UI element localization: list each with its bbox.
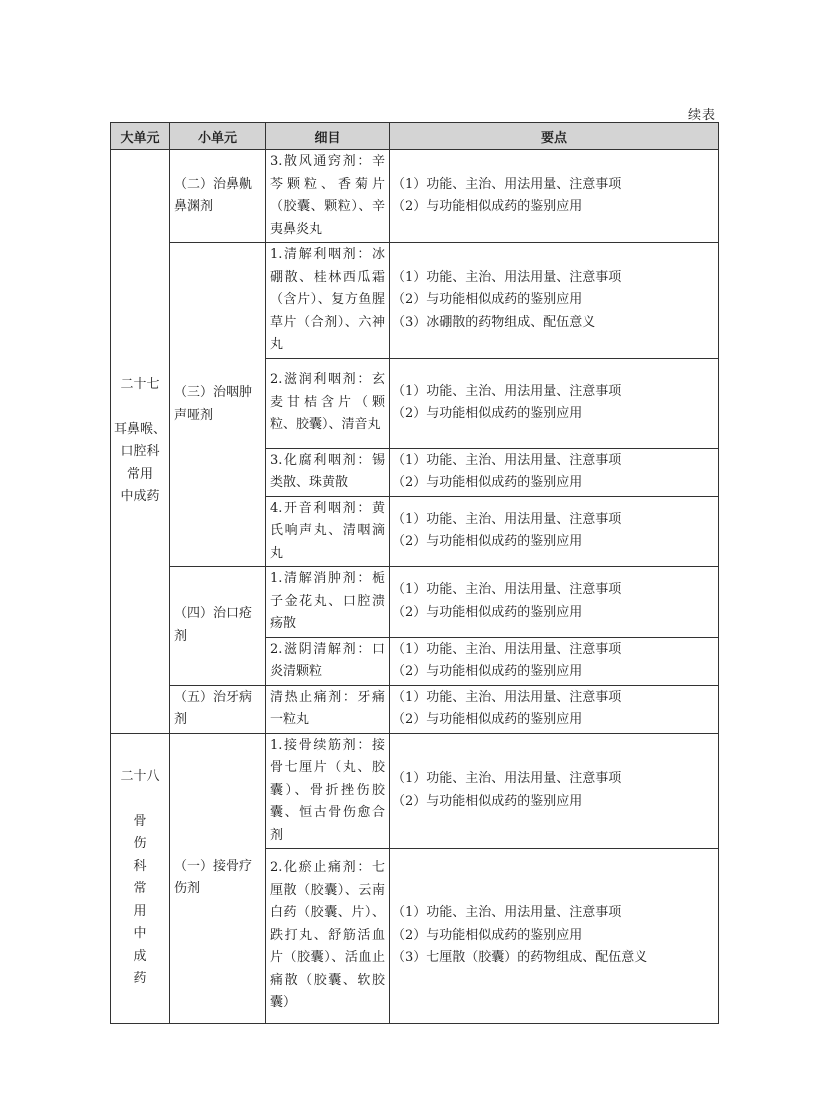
key-points	[390, 733, 719, 849]
detail-item: 清热止痛剂：牙痛一粒丸	[266, 685, 390, 733]
key-point: （1）功能、主治、用法用量、注意事项	[392, 176, 622, 192]
key-point: （1）功能、主治、用法用量、注意事项	[392, 511, 622, 527]
major-unit-name-char: 成	[133, 948, 147, 964]
major-unit-name-char: 常	[133, 881, 147, 896]
key-point: （2）与功能相似成药的鉴别应用	[392, 793, 583, 809]
key-point: （2）与功能相似成药的鉴别应用	[392, 199, 583, 214]
major-unit-name-line: 口腔科	[120, 444, 160, 459]
key-points	[390, 849, 719, 1024]
header-item: 细目	[266, 123, 390, 150]
key-point: （2）与功能相似成药的鉴别应用	[392, 406, 583, 421]
table-row	[111, 243, 719, 359]
key-points	[390, 685, 719, 733]
key-points	[390, 448, 719, 496]
key-point: （1）功能、主治、用法用量、注意事项	[392, 383, 622, 399]
major-unit-27	[111, 150, 170, 734]
major-unit-28	[111, 733, 170, 1024]
detail-item: 2.滋润利咽剂：玄麦甘桔含片（颗粒、胶囊）、清音丸	[266, 358, 390, 448]
key-point: （1）功能、主治、用法用量、注意事项	[392, 689, 622, 705]
sub-unit: （三）治咽肿声哑剂	[170, 243, 266, 567]
table-row	[111, 567, 719, 638]
major-unit-name-char: 中	[133, 926, 147, 941]
key-point: （1）功能、主治、用法用量、注意事项	[392, 582, 622, 598]
major-unit-number: 二十八	[120, 769, 160, 784]
table-row	[111, 150, 719, 243]
key-points	[390, 637, 719, 685]
major-unit-name-line: 常用	[126, 466, 153, 482]
continued-label: 续表	[687, 108, 716, 123]
key-point: （2）与功能相似成药的鉴别应用	[392, 534, 583, 550]
detail-item: 4.开音利咽剂：黄氏响声丸、清咽滴丸	[266, 496, 390, 567]
major-unit-name-char: 骨	[133, 813, 147, 829]
key-point: （1）功能、主治、用法用量、注意事项	[392, 771, 622, 787]
detail-item: 3.散风通窍剂：辛芩颗粒、香菊片（胶囊、颗粒）、辛夷鼻炎丸	[266, 150, 390, 243]
detail-item: 1.接骨续筋剂：接骨七厘片（丸、胶囊）、骨折挫伤胶囊、恒古骨伤愈合剂	[266, 733, 390, 849]
header-key-points: 要点	[390, 123, 719, 150]
table-row	[111, 685, 719, 733]
syllabus-table	[110, 122, 719, 1024]
major-unit-name-line: 耳鼻喉、	[113, 421, 166, 437]
key-point: （1）功能、主治、用法用量、注意事项	[392, 452, 622, 468]
major-unit-number: 二十七	[120, 377, 160, 392]
key-points	[390, 358, 719, 448]
key-point: （2）与功能相似成药的鉴别应用	[392, 292, 583, 307]
key-point: （1）功能、主治、用法用量、注意事项	[392, 269, 622, 285]
key-point: （3）七厘散（胶囊）的药物组成、配伍意义	[392, 950, 648, 966]
major-unit-name-char: 药	[133, 971, 147, 986]
key-points	[390, 496, 719, 567]
header-major-unit: 大单元	[111, 123, 170, 150]
key-point: （2）与功能相似成药的鉴别应用	[392, 604, 583, 620]
table-header-row	[111, 123, 719, 150]
sub-unit: （一）接骨疗伤剂	[170, 733, 266, 1024]
major-unit-name-line: 中成药	[120, 489, 160, 504]
detail-item: 1.清解消肿剂：栀子金花丸、口腔溃疡散	[266, 567, 390, 638]
key-point: （3）冰硼散的药物组成、配伍意义	[392, 314, 596, 330]
key-point: （2）与功能相似成药的鉴别应用	[392, 475, 583, 490]
key-point: （2）与功能相似成药的鉴别应用	[392, 712, 583, 727]
key-point: （2）与功能相似成药的鉴别应用	[392, 664, 583, 679]
key-point: （1）功能、主治、用法用量、注意事项	[392, 641, 622, 657]
major-unit-name-char: 科	[133, 858, 147, 874]
major-unit-name-char: 伤	[133, 836, 147, 851]
sub-unit: （五）治牙病剂	[170, 685, 266, 733]
detail-item: 3.化腐利咽剂：锡类散、珠黄散	[266, 448, 390, 496]
key-points	[390, 243, 719, 359]
key-points	[390, 150, 719, 243]
detail-item: 2.化瘀止痛剂：七厘散（胶囊）、云南白药（胶囊、片）、跌打丸、舒筋活血片（胶囊）、活血止痛散（胶囊、软胶囊）	[266, 849, 390, 1024]
key-points	[390, 567, 719, 638]
sub-unit: （二）治鼻鼽鼻渊剂	[170, 150, 266, 243]
detail-item: 1.清解利咽剂：冰硼散、桂林西瓜霜（含片）、复方鱼腥草片（合剂）、六神丸	[266, 243, 390, 359]
sub-unit: （四）治口疮剂	[170, 567, 266, 686]
header-sub-unit: 小单元	[170, 123, 266, 150]
table-row	[111, 733, 719, 849]
key-point: （1）功能、主治、用法用量、注意事项	[392, 905, 622, 921]
detail-item: 2.滋阴清解剂：口炎清颗粒	[266, 637, 390, 685]
major-unit-name-char: 用	[133, 903, 147, 919]
key-point: （2）与功能相似成药的鉴别应用	[392, 927, 583, 943]
